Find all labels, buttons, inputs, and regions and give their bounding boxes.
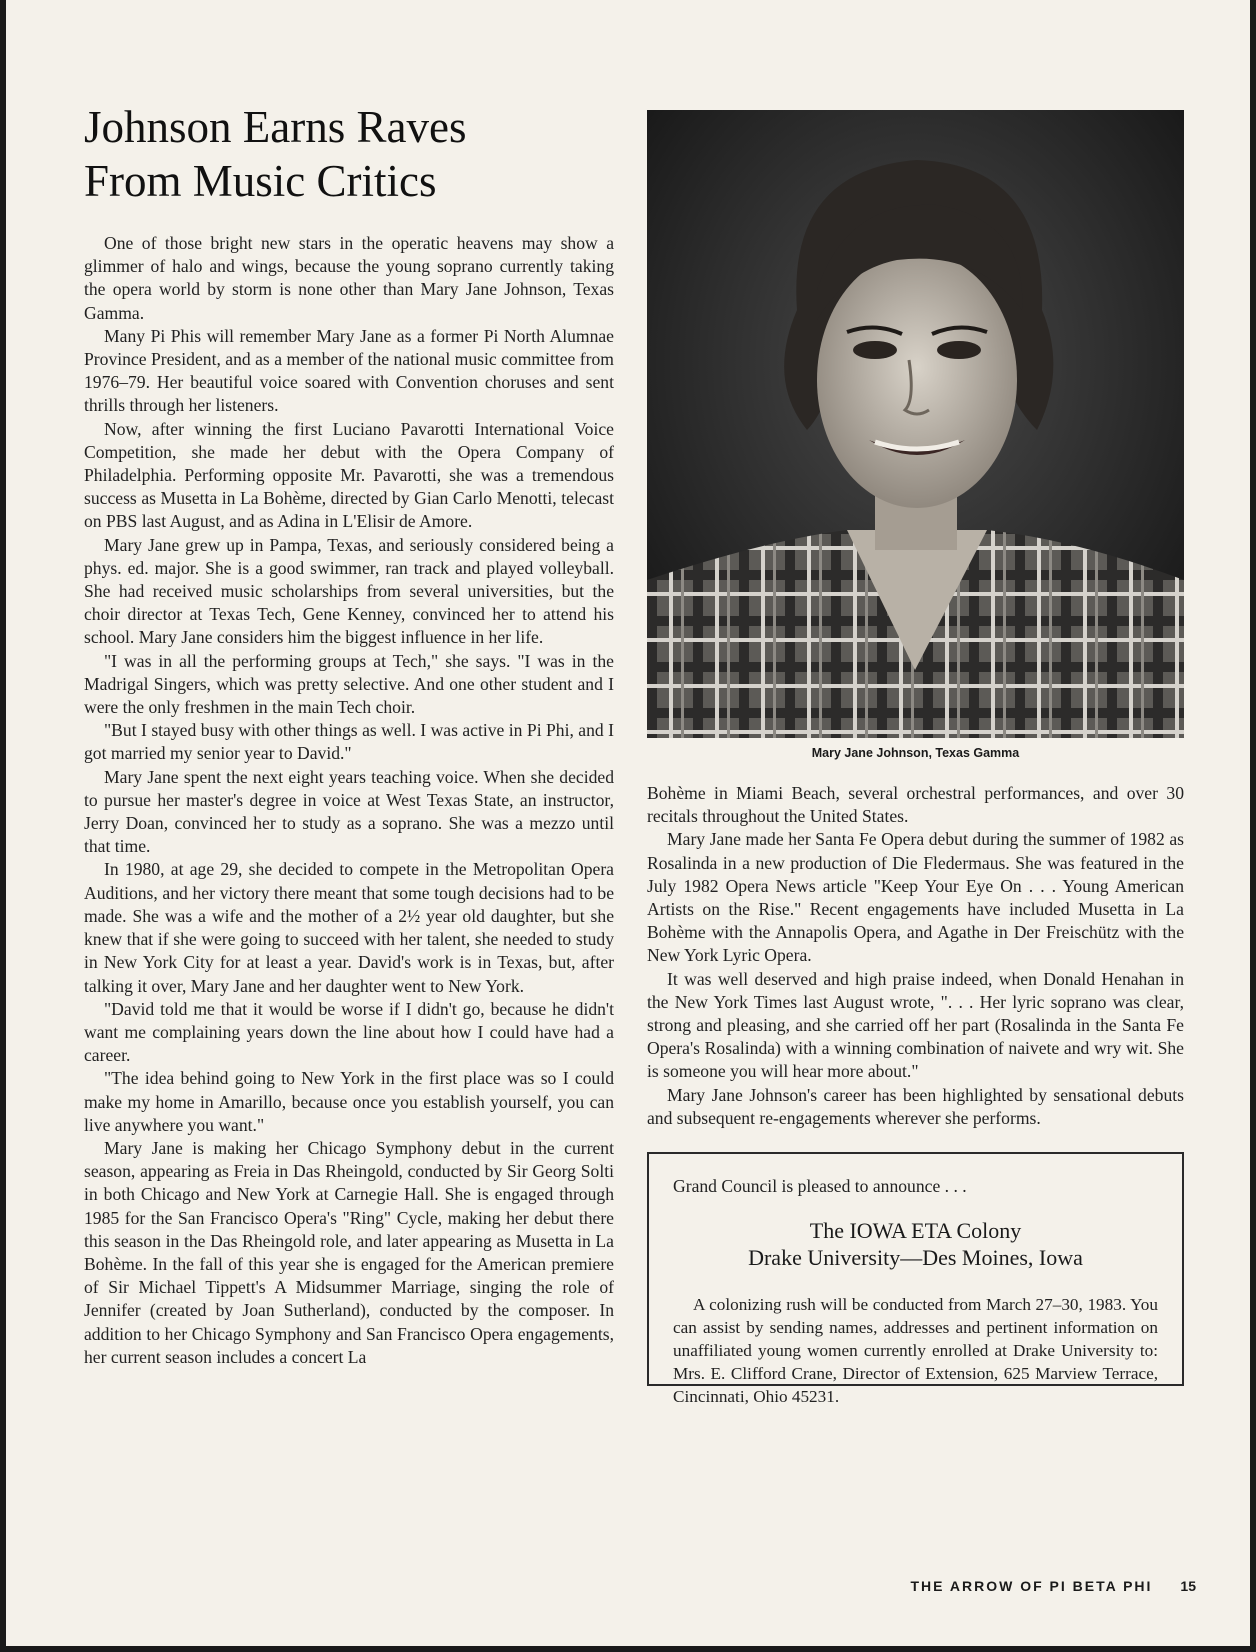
- colony-line-2: Drake University—Des Moines, Iowa: [748, 1245, 1083, 1271]
- paragraph: Many Pi Phis will remember Mary Jane as a former Pi North Alumnae Province President, and as a member of the national music committee from 1976–79. Her beautiful voice soared with Convention choruses and sent thrills through her listeners.: [84, 325, 614, 416]
- colony-announcement-box: [647, 1152, 1184, 1407]
- paragraph: Mary Jane made her Santa Fe Opera debut during the summer of 1982 as Rosalinda in a new production of Die Fledermaus. She was featured in the July 1982 Opera News article "Keep Your Eye On . . . Young American Artists on the Rise." Recent engagements have included Musetta in La Bohème with the Annapolis Opera, and Agathe in Der Freischütz with the New York Lyric Opera.: [647, 829, 1184, 966]
- announcement-details: A colonizing rush will be conducted from March 27–30, 1983. You can assist by sending names, addresses and pertinent information on unaffiliated young women currently enrolled at Drake University to: Mrs. E. Clifford Crane, Director of Extension, 625 Marview Terrace, Cincinnati, Ohio 45231.: [673, 1295, 1158, 1407]
- portrait-photo: [647, 110, 1184, 738]
- colony-name: [673, 1217, 1158, 1271]
- paragraph: In 1980, at age 29, she decided to compete in the Metropolitan Opera Auditions, and her victory there meant that some tough decisions had to be made. She was a wife and the mother of a 2½ year old daughter, but she knew that if she were going to succeed with her talent, she needed to study in New York City for at least a year. David's work is in Texas, but, after talking it over, Mary Jane and her daughter went to New York.: [84, 859, 614, 996]
- page-footer: [866, 1578, 1196, 1594]
- paragraph: Mary Jane spent the next eight years teaching voice. When she decided to pursue her master's degree in voice at West Texas State, an instructor, Jerry Doan, convinced her to study as a soprano. She was a mezzo until that time.: [84, 766, 614, 857]
- paragraph: It was well deserved and high praise indeed, when Donald Henahan in the New York Times last August wrote, ". . . Her lyric soprano was clear, strong and pleasing, and she carried off her part (Rosalinda in the Santa Fe Opera's Rosalinda) with a winning combination of naivete and wry wit. She is someone you will hear more about.": [647, 968, 1184, 1082]
- paragraph: "David told me that it would be worse if I didn't go, because he didn't want me complaining years down the line about how I could have had a career.: [84, 998, 614, 1066]
- paragraph: "The idea behind going to New York in the first place was so I could make my home in Amarillo, because once you establish yourself, you can live anywhere you want.": [84, 1068, 614, 1135]
- colony-line-1: The IOWA ETA Colony: [809, 1218, 1022, 1244]
- article-body-left: [84, 232, 614, 1369]
- publication-name: THE ARROW OF PI BETA PHI: [910, 1578, 1153, 1594]
- paragraph: Mary Jane grew up in Pampa, Texas, and seriously considered being a phys. ed. major. She is a good swimmer, ran track and played volleyball. She had received music scholarships from several universities, but the choir director at Texas Tech, Gene Kenney, convinced her to attend his school. Mary Jane considers him the biggest influence in her life.: [84, 534, 614, 648]
- paragraph: "I was in all the performing groups at Tech," she says. "I was in the Madrigal Singers, which was pretty selective. And one other student and I were the only freshmen in the main Tech choir.: [84, 650, 614, 718]
- paragraph: Bohème in Miami Beach, several orchestral performances, and over 30 recitals throughout the United States.: [647, 783, 1184, 827]
- left-column: [84, 100, 614, 1369]
- portrait-illustration: [647, 110, 1184, 738]
- page-number: 15: [1180, 1578, 1196, 1594]
- article-headline: [84, 100, 614, 208]
- headline-line-2: From Music Critics: [84, 156, 437, 206]
- announcement-intro: Grand Council is pleased to announce . . .: [673, 1176, 967, 1197]
- paragraph: Mary Jane Johnson's career has been highlighted by sensational debuts and subsequent re-engagements wherever she performs.: [647, 1084, 1184, 1128]
- photo-caption: Mary Jane Johnson, Texas Gamma: [811, 746, 1020, 760]
- headline-line-1: Johnson Earns Raves: [84, 102, 467, 152]
- paragraph: One of those bright new stars in the operatic heavens may show a glimmer of halo and wings, because the young soprano currently taking the opera world by storm is none other than Mary Jane Johnson, Texas Gamma.: [84, 233, 614, 323]
- paragraph: Now, after winning the first Luciano Pavarotti International Voice Competition, she made her debut with the Opera Company of Philadelphia. Performing opposite Mr. Pavarotti, she was a tremendous success as Musetta in La Bohème, directed by Gian Carlo Menotti, telecast on PBS last August, and as Adina in L'Elisir de Amore.: [84, 418, 614, 532]
- paragraph: "But I stayed busy with other things as well. I was active in Pi Phi, and I got married my senior year to David.": [84, 720, 614, 764]
- paragraph: Mary Jane is making her Chicago Symphony debut in the current season, appearing as Freia in Das Rheingold, conducted by Sir Georg Solti in both Chicago and New York at Carnegie Hall. She is engaged through 1985 for the San Francisco Opera's "Ring" Cycle, making her debut there this season in the Das Rheingold role, and later appearing as Musetta in La Bohème. In the fall of this year she is engaged for the American premiere of Sir Michael Tippett's A Midsummer Marriage, singing the role of Jennifer (created by Joan Sutherland), conducted by the composer. In addition to her Chicago Symphony and San Francisco Opera engagements, her current season includes a concert La: [84, 1137, 614, 1367]
- article-body-right: [647, 782, 1184, 1130]
- magazine-page: [6, 0, 1250, 1646]
- right-column: [647, 110, 1184, 1407]
